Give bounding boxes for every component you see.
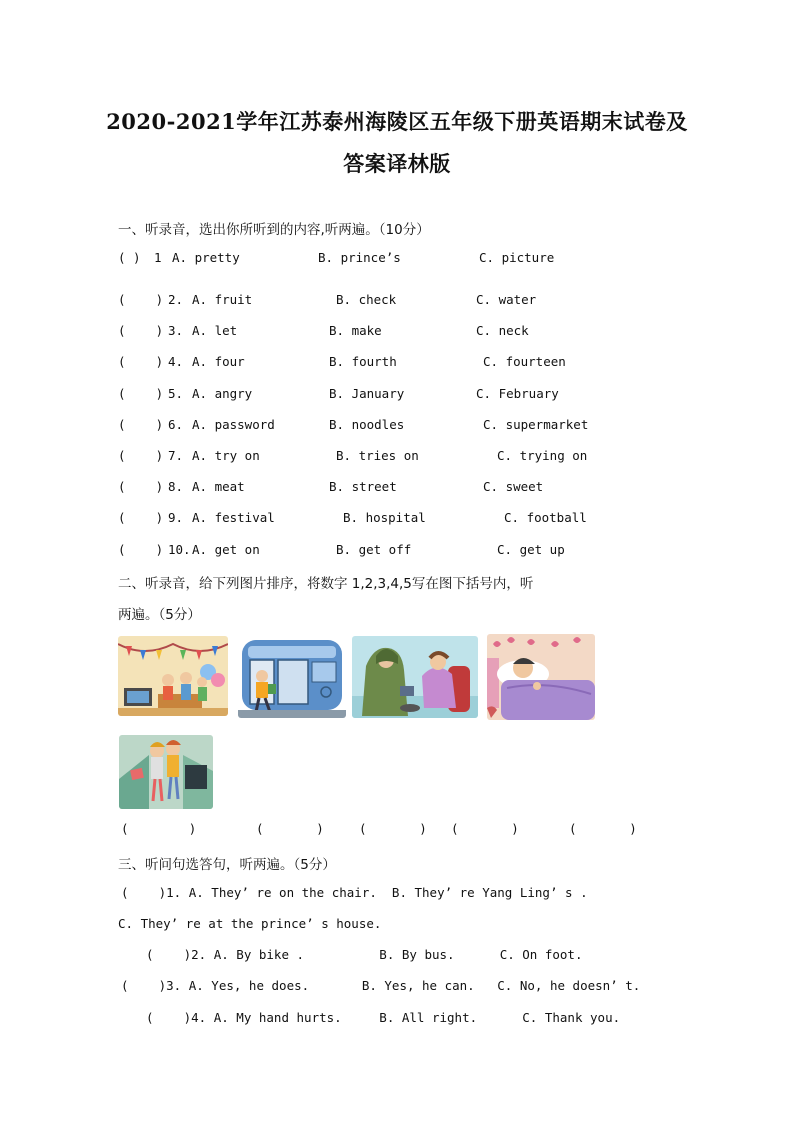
option-a: A. try on bbox=[192, 448, 260, 463]
party-picture bbox=[118, 636, 228, 716]
option-b: B. hospital bbox=[343, 510, 426, 525]
answer-blank[interactable]: ( ) bbox=[118, 479, 164, 494]
section2-heading-line1: 二、听录音，给下列图片排序，将数字 1,2,3,4,5写在图下括号内，听 bbox=[118, 576, 534, 592]
picture2-answer-blank[interactable]: ( ) bbox=[256, 821, 324, 836]
option-c: C. February bbox=[476, 386, 559, 401]
option-b: B. prince’s bbox=[318, 250, 401, 265]
section2-heading-line2: 两遍。（5分） bbox=[118, 607, 201, 623]
question-number: 1 bbox=[154, 250, 162, 265]
option-c: C. trying on bbox=[497, 448, 588, 463]
page-title-line1: 2020-2021学年江苏泰州海陵区五年级下册英语期末试卷及 bbox=[106, 109, 688, 134]
option-c: C. get up bbox=[497, 542, 565, 557]
section3-question-4: ( )4. A. My hand hurts. B. All right. C. Thank you. bbox=[146, 1010, 621, 1025]
answer-blank[interactable]: ( ) bbox=[118, 323, 164, 338]
option-b: B. make bbox=[329, 323, 382, 338]
option-c: C. football bbox=[504, 510, 587, 525]
answer-blank[interactable]: ( ) bbox=[118, 542, 164, 557]
answer-blank[interactable]: ( ) bbox=[118, 250, 141, 265]
option-c: C. supermarket bbox=[483, 417, 589, 432]
option-a: A. get on bbox=[192, 542, 260, 557]
question-number: 4. bbox=[168, 354, 184, 369]
option-a: A. angry bbox=[192, 386, 253, 401]
option-c: C. picture bbox=[479, 250, 555, 265]
answer-blank[interactable]: ( ) bbox=[118, 354, 164, 369]
answer-blank[interactable]: ( ) bbox=[118, 292, 164, 307]
question-number: 7. bbox=[168, 448, 184, 463]
section3-question-2: ( )2. A. By bike . B. By bus. C. On foot. bbox=[146, 947, 583, 962]
picture3-answer-blank[interactable]: ( ) bbox=[359, 821, 427, 836]
option-a: A. fruit bbox=[192, 292, 253, 307]
train-picture bbox=[238, 636, 346, 718]
option-a: A. pretty bbox=[172, 250, 240, 265]
option-b: B. get off bbox=[336, 542, 412, 557]
option-c: C. sweet bbox=[483, 479, 544, 494]
section3-question-1-continued: C. They’ re at the prince’ s house. bbox=[118, 916, 382, 931]
section3-question-1: ( )1. A. They’ re on the chair. B. They’ re Yang Ling’ s . bbox=[121, 885, 588, 900]
option-a: A. let bbox=[192, 323, 238, 338]
option-a: A. four bbox=[192, 354, 245, 369]
answer-blank[interactable]: ( ) bbox=[118, 417, 164, 432]
doctor-visit-picture bbox=[352, 636, 478, 718]
picture1-answer-blank[interactable]: ( ) bbox=[121, 821, 197, 836]
question-number: 5. bbox=[168, 386, 184, 401]
option-b: B. check bbox=[336, 292, 397, 307]
picture4-answer-blank[interactable]: ( ) bbox=[451, 821, 519, 836]
question-number: 2. bbox=[168, 292, 184, 307]
option-c: C. neck bbox=[476, 323, 529, 338]
option-a: A. meat bbox=[192, 479, 245, 494]
option-b: B. January bbox=[329, 386, 405, 401]
option-c: C. water bbox=[476, 292, 537, 307]
answer-blank[interactable]: ( ) bbox=[118, 448, 164, 463]
question-number: 6. bbox=[168, 417, 184, 432]
section1-heading: 一、听录音，选出你所听到的内容,听两遍。（10分） bbox=[118, 222, 430, 238]
option-a: A. password bbox=[192, 417, 275, 432]
section3-question-3: ( )3. A. Yes, he does. B. Yes, he can. C. No, he doesn’ t. bbox=[121, 978, 641, 993]
option-b: B. tries on bbox=[336, 448, 419, 463]
option-a: A. festival bbox=[192, 510, 275, 525]
question-number: 3. bbox=[168, 323, 184, 338]
question-number: 8. bbox=[168, 479, 184, 494]
question-number: 9. bbox=[168, 510, 184, 525]
answer-blank[interactable]: ( ) bbox=[118, 386, 164, 401]
option-b: B. street bbox=[329, 479, 397, 494]
shopping-picture bbox=[119, 735, 213, 809]
option-b: B. fourth bbox=[329, 354, 397, 369]
picture5-answer-blank[interactable]: ( ) bbox=[569, 821, 637, 836]
section3-heading: 三、听问句选答句，听两遍。（5分） bbox=[118, 857, 336, 873]
option-b: B. noodles bbox=[329, 417, 405, 432]
answer-blank[interactable]: ( ) bbox=[118, 510, 164, 525]
question-number: 10. bbox=[168, 542, 191, 557]
option-c: C. fourteen bbox=[483, 354, 566, 369]
page-title-line2: 答案译林版 bbox=[343, 151, 451, 176]
sick-in-bed-picture bbox=[487, 634, 595, 720]
